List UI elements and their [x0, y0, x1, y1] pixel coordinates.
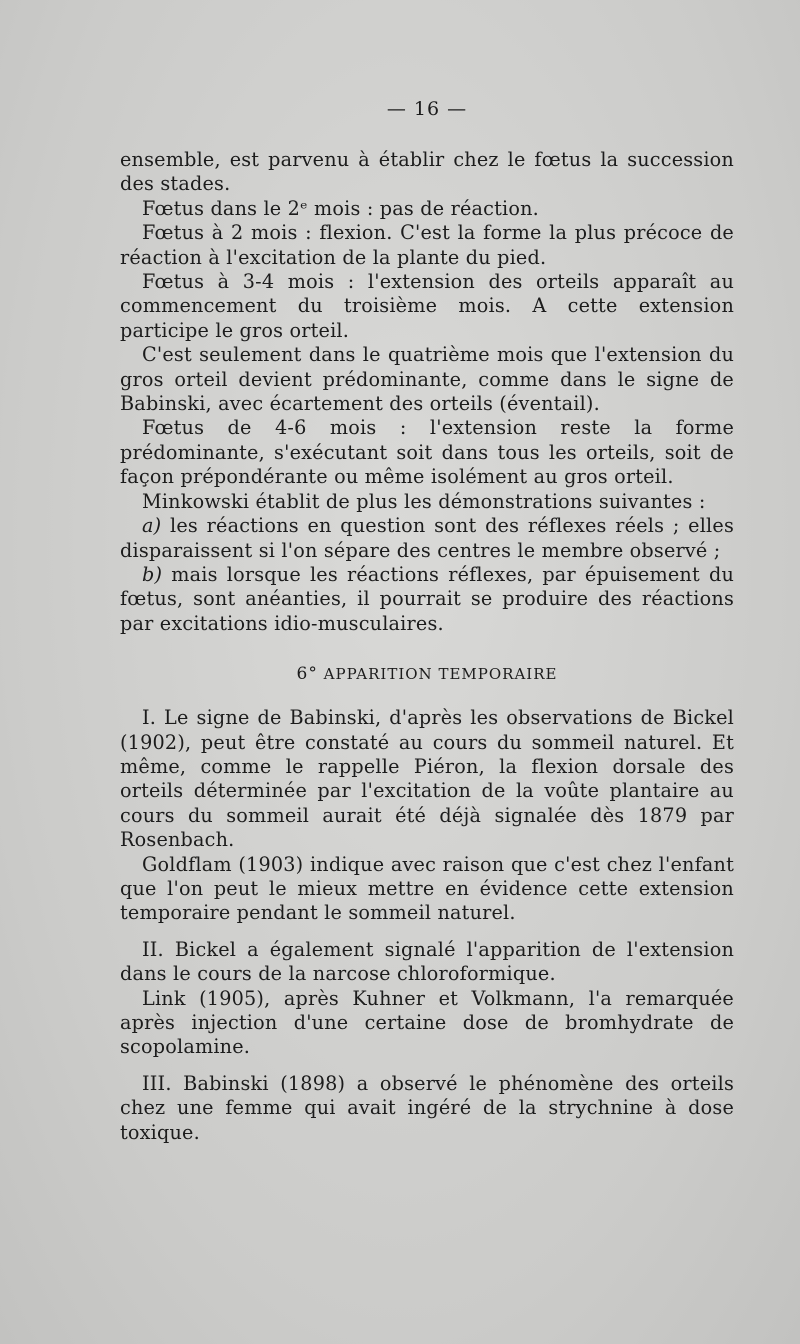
paragraph: II. Bickel a également signalé l'apparition de l'extension dans le cours de la narcose chloroformique.	[120, 937, 734, 986]
list-text: mais lorsque les réactions réflexes, par épuisement du fœtus, sont anéanties, il pourrait se produire des réactions par excitations idio-musculaires.	[120, 562, 734, 635]
paragraph: III. Babinski (1898) a observé le phénomène des orteils chez une femme qui avait ingéré de la strychnine à dose toxique.	[120, 1071, 734, 1144]
section-block-3	[120, 1072, 734, 1145]
section-block-2	[120, 938, 734, 1060]
list-item-b	[120, 563, 734, 636]
paragraph: Link (1905), après Kuhner et Volkmann, l'a remarquée après injection d'une certaine dose de bromhydrate de scopolamine.	[120, 986, 734, 1059]
top-text	[120, 148, 734, 636]
section-heading	[120, 664, 734, 684]
paragraph: Goldflam (1903) indique avec raison que c'est chez l'enfant que l'on peut le mieux mettre en évidence cette extension temporaire pendant le sommeil naturel.	[120, 852, 734, 925]
paragraph: Fœtus de 4-6 mois : l'extension reste la forme prédominante, s'exécutant soit dans tous les orteils, soit de façon prépondérante ou même isolément au gros orteil.	[120, 416, 734, 489]
section-block-1	[120, 706, 734, 926]
paragraph: Fœtus à 3-4 mois : l'extension des orteils apparaît au commencement du troisième mois. A cette extension participe le gros orteil.	[120, 270, 734, 342]
list-item-a	[120, 514, 734, 563]
list-letter: b)	[142, 562, 163, 586]
paragraph: I. Le signe de Babinski, d'après les observations de Bickel (1902), peut être constaté au cours du sommeil naturel. Et même, comme le rappelle Piéron, la flexion dorsale des orteils déterminée par l'excitation de la voûte plantaire au cours du sommeil aurait été déjà signalée dès 1879 par Rosenbach.	[120, 706, 734, 852]
list-text: les réactions en question sont des réflexes réels ; elles disparaissent si l'on sépare des centres le membre observé ;	[120, 514, 734, 562]
section-title: APPARITION TEMPORAIRE	[323, 665, 558, 684]
book-page	[120, 98, 734, 1145]
paragraph: ensemble, est parvenu à établir chez le fœtus la succession des stades.	[120, 148, 734, 196]
paragraph: C'est seulement dans le quatrième mois que l'extension du gros orteil devient prédominante, comme dans le signe de Babinski, avec écartement des orteils (éventail).	[120, 343, 734, 416]
paragraph: Fœtus dans le 2ᵉ mois : pas de réaction.	[142, 196, 539, 220]
page-number: — 16 —	[386, 98, 468, 120]
section-number: 6°	[296, 664, 318, 685]
paragraph: Fœtus à 2 mois : flexion. C'est la forme la plus précoce de réaction à l'excitation de la plante du pied.	[120, 221, 734, 269]
list-letter: a)	[142, 514, 162, 538]
paragraph: Minkowski établit de plus les démonstrations suivantes :	[142, 489, 706, 513]
